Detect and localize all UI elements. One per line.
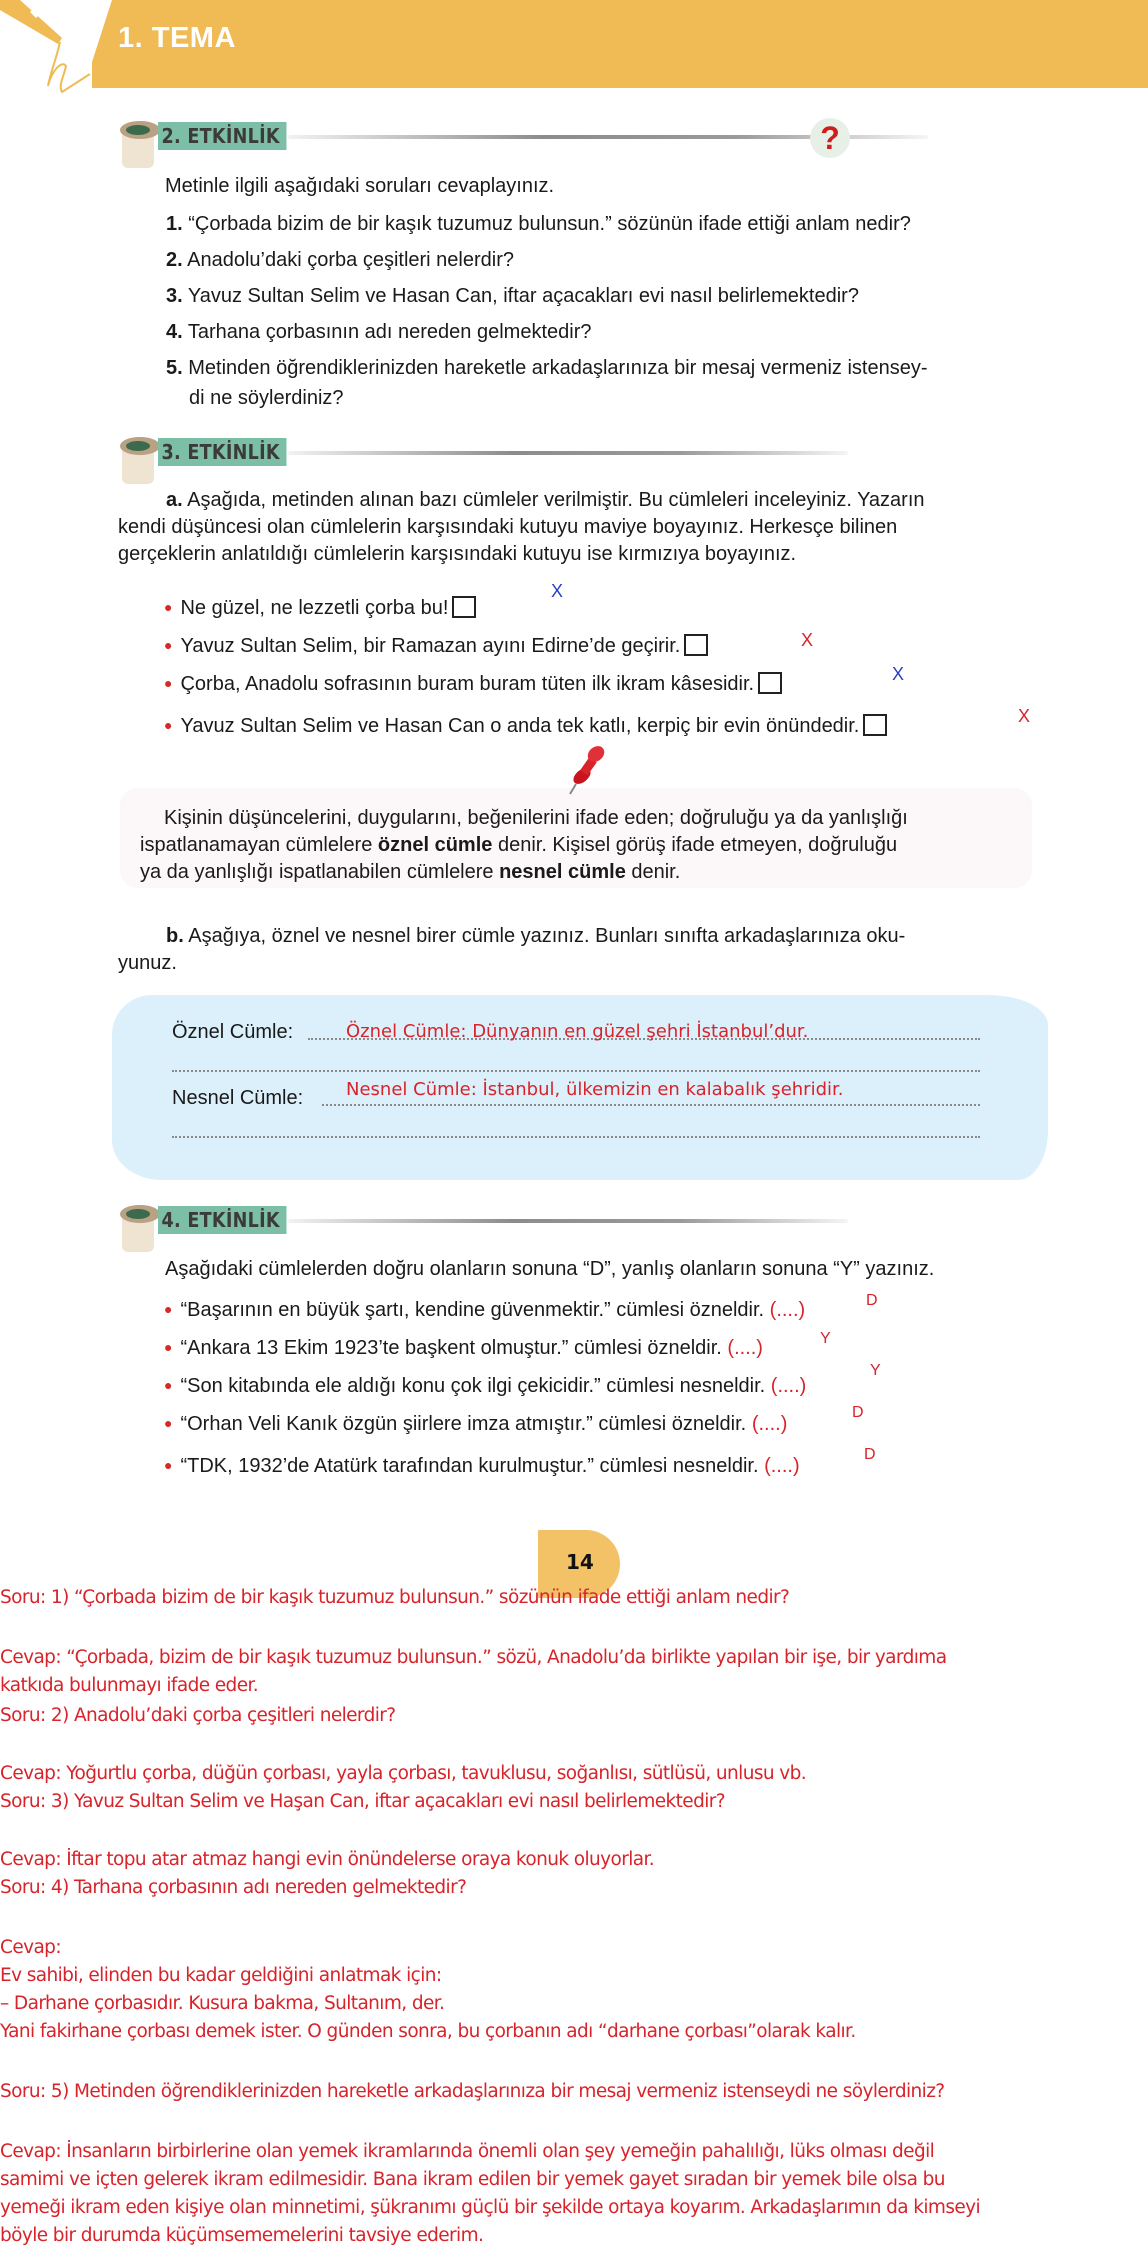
question-5 <box>166 356 928 380</box>
answer-letter: Y <box>820 1330 831 1347</box>
subjective-label: Öznel Cümle: <box>172 1021 294 1043</box>
question-text: Metinden öğrendiklerinizden hareketle arkadaşlarınıza bir mesaj vermeniz istensey- <box>188 357 928 379</box>
part-a-text: Aşağıda, metinden alınan bazı cümleler verilmiştir. Bu cümleleri inceleyiniz. Yazarın <box>182 489 925 511</box>
bullet: ● <box>164 1377 173 1393</box>
color-checkbox[interactable] <box>863 714 887 736</box>
item-text: “Orhan Veli Kanık özgün şiirlere imza atmıştır.” cümlesi özneldir. <box>180 1413 747 1435</box>
question-number: 3. <box>166 285 183 307</box>
answer-a5-line-4: böyle bir durumda küçümsememelerini tavsiye ederim. <box>0 2225 484 2246</box>
question-mark-icon: ? <box>810 118 850 158</box>
answer-mark: X <box>551 581 564 601</box>
answer-letter: Y <box>870 1362 881 1379</box>
section-divider <box>288 1219 848 1223</box>
sentence-text: Yavuz Sultan Selim ve Hasan Can o anda tek katlı, kerpiç bir evin önündedir. <box>180 715 860 737</box>
bullet: ● <box>164 1301 173 1317</box>
bullet: ● <box>164 1457 173 1473</box>
question-text: “Çorbada bizim de bir kaşık tuzumuz bulunsun.” sözünün ifade ettiği anlam nedir? <box>188 213 911 235</box>
term-objective: nesnel cümle <box>499 861 626 883</box>
part-a-line-3: gerçeklerin anlatıldığı cümlelerin karşısındaki kutuyu ise kırmızıya boyayınız. <box>118 543 797 565</box>
question-number: 5. <box>166 357 183 379</box>
answer-blank[interactable]: (....) <box>727 1337 763 1359</box>
item-text: “TDK, 1932’de Atatürk tarafından kurulmuştur.” cümlesi nesneldir. <box>180 1455 759 1477</box>
answer-blank[interactable]: (....) <box>769 1299 806 1321</box>
answer-letter: D <box>852 1404 864 1421</box>
answer-line[interactable] <box>172 1070 980 1072</box>
item-text: “Son kitabında ele aldığı konu çok ilgi çekicidir.” cümlesi nesneldir. <box>180 1375 766 1397</box>
sentence-text: Ne güzel, ne lezzetli çorba bu! <box>180 597 449 619</box>
theme-title: 1. TEMA <box>118 22 236 54</box>
answer-a2: Cevap: Yoğurtlu çorba, düğün çorbası, yayla çorbası, tavuklusu, soğanlısı, sütlüsü, unlusu vb. <box>0 1763 807 1784</box>
answer-a3: Cevap: İftar topu atar atmaz hangi evin önündelerse oraya konuk oluyorlar. <box>0 1849 655 1870</box>
answer-a5-line-3: yemeği ikram eden kişiye olan minnetimi, şükranımı güçlü bir şekilde ortaya koyarım. Arkadaşlarımın da kimseyi <box>0 2197 981 2218</box>
answer-q5: Soru: 5) Metinden öğrendiklerinizden hareketle arkadaşlarınıza bir mesaj vermeniz istenseydi ne söylerdiniz? <box>0 2081 945 2102</box>
bullet: ● <box>164 675 173 691</box>
part-a-line-2: kendi düşüncesi olan cümlelerin karşısındaki kutuyu maviye boyayınız. Herkesçe bilinen <box>118 516 898 538</box>
true-false-item-4 <box>164 1412 787 1437</box>
color-checkbox[interactable] <box>758 672 782 694</box>
sentence-3 <box>164 672 782 697</box>
bullet: ● <box>164 717 173 733</box>
question-number: 2. <box>166 249 183 271</box>
answer-q3: Soru: 3) Yavuz Sultan Selim ve Haşan Can, iftar açacakları evi nasıl belirlemektedir? <box>0 1791 725 1812</box>
question-text: Anadolu’daki çorba çeşitleri nelerdir? <box>182 249 514 271</box>
true-false-item-2 <box>164 1336 763 1361</box>
sentence-text: Çorba, Anadolu sofrasının buram buram tüten ilk ikram kâsesidir. <box>180 673 755 695</box>
question-3 <box>166 284 859 308</box>
color-checkbox[interactable] <box>452 596 476 618</box>
bullet: ● <box>164 1339 173 1355</box>
sentence-1 <box>164 596 476 621</box>
scroll-icon <box>118 1202 162 1254</box>
answer-blank[interactable]: (....) <box>751 1413 788 1435</box>
bullet: ● <box>164 599 173 615</box>
section-divider <box>288 451 848 455</box>
theme-banner <box>0 0 1148 88</box>
answer-a1-line-2: katkıda bulunmayı ifade eder. <box>0 1675 259 1696</box>
answer-q4: Soru: 4) Tarhana çorbasının adı nereden gelmektedir? <box>0 1877 467 1898</box>
part-b-label: b. <box>166 925 184 947</box>
answer-q2: Soru: 2) Anadolu’daki çorba çeşitleri nelerdir? <box>0 1705 396 1726</box>
fountain-pen-icon <box>0 0 100 100</box>
answer-a4-label: Cevap: <box>0 1937 61 1958</box>
scroll-icon <box>118 434 162 486</box>
answer-a4-line-1: Ev sahibi, elinden bu kadar geldiğini anlatmak için: <box>0 1965 442 1986</box>
sentence-4 <box>164 714 887 739</box>
answer-a4-line-3: Yani fakirhane çorbası demek ister. O günden sonra, bu çorbanın adı “darhane çorbası”olarak kalır. <box>0 2021 856 2042</box>
question-5-continuation: di ne söylerdiniz? <box>189 387 344 409</box>
answer-a5-line-1: Cevap: İnsanların birbirlerine olan yemek ikramlarında önemli olan şey yemeğin pahalılığı, lüks olması değil <box>0 2141 935 2162</box>
bullet: ● <box>164 637 173 653</box>
answer-letter: D <box>866 1292 878 1309</box>
item-text: “Ankara 13 Ekim 1923’te başkent olmuştur.” cümlesi özneldir. <box>180 1337 722 1359</box>
activity-3-header <box>118 434 878 474</box>
part-b-text: Aşağıya, öznel ve nesnel birer cümle yazınız. Bunları sınıfta arkadaşlarınıza oku- <box>183 925 906 947</box>
answer-blank[interactable]: (....) <box>770 1375 807 1397</box>
part-b-line-1 <box>118 924 1038 948</box>
page-number: 14 <box>566 1550 594 1574</box>
part-b-line-2: yunuz. <box>118 952 177 974</box>
part-a-label: a. <box>166 489 183 511</box>
activity-2-header <box>118 118 878 158</box>
question-number: 1. <box>166 213 183 235</box>
true-false-item-1 <box>164 1298 805 1323</box>
answer-line[interactable] <box>322 1104 980 1106</box>
question-1 <box>166 212 911 236</box>
question-text: Yavuz Sultan Selim ve Hasan Can, iftar açacakları evi nasıl belirlemektedir? <box>187 285 859 307</box>
definition-line-1: Kişinin düşüncelerini, duygularını, beğenilerini ifade eden; doğruluğu ya da yanlışlığı <box>164 807 908 829</box>
activity-2-tag: 2. ETKİNLİK <box>158 122 287 150</box>
color-checkbox[interactable] <box>684 634 708 656</box>
definition-text: denir. <box>625 861 681 883</box>
answer-q1: Soru: 1) “Çorbada bizim de bir kaşık tuzumuz bulunsun.” sözünün ifade ettiği anlam nedir? <box>0 1587 790 1608</box>
definition-text: ispatlanamayan cümlelere <box>140 834 378 856</box>
activity-2-instruction: Metinle ilgili aşağıdaki soruları cevaplayınız. <box>165 175 555 197</box>
pushpin-icon <box>560 742 610 800</box>
scroll-icon <box>118 118 162 170</box>
activity-4-header <box>118 1202 878 1242</box>
part-a-line-1 <box>118 488 1038 512</box>
definition-line-3 <box>140 860 680 884</box>
subjective-answer[interactable]: Öznel Cümle: Dünyanın en güzel şehri İstanbul’dur. <box>346 1021 809 1042</box>
answer-a1-line-1: Cevap: “Çorbada, bizim de bir kaşık tuzumuz bulunsun.” sözü, Anadolu’da birlikte yapılan bir işe, bir yardıma <box>0 1647 947 1668</box>
answer-mark: X <box>801 630 814 650</box>
definition-line-2 <box>140 833 897 857</box>
bullet: ● <box>164 1415 173 1431</box>
objective-label: Nesnel Cümle: <box>172 1087 304 1109</box>
activity-4-tag: 4. ETKİNLİK <box>158 1206 287 1234</box>
answer-letter: D <box>864 1446 876 1463</box>
question-text: Tarhana çorbasının adı nereden gelmektedir? <box>187 321 592 343</box>
sentence-text: Yavuz Sultan Selim, bir Ramazan ayını Edirne’de geçirir. <box>180 635 681 657</box>
answer-blank[interactable]: (....) <box>764 1455 800 1477</box>
question-4 <box>166 320 591 344</box>
true-false-item-3 <box>164 1374 806 1399</box>
question-2 <box>166 248 514 272</box>
term-subjective: öznel cümle <box>377 834 493 856</box>
definition-text: denir. Kişisel görüş ifade etmeyen, doğruluğu <box>492 834 898 856</box>
activity-3-tag: 3. ETKİNLİK <box>158 438 287 466</box>
answer-a4-line-2: – Darhane çorbasıdır. Kusura bakma, Sultanım, der. <box>0 1993 445 2014</box>
answer-mark: X <box>1018 706 1031 726</box>
answer-a5-line-2: samimi ve içten gelerek ikram edilmesidir. Bana ikram edilen bir yemek gayet sıradan bir yemek bile olsa bu <box>0 2169 945 2190</box>
objective-answer[interactable]: Nesnel Cümle: İstanbul, ülkemizin en kalabalık şehridir. <box>346 1079 844 1100</box>
answer-mark: X <box>892 664 905 684</box>
activity-4-instruction: Aşağıdaki cümlelerden doğru olanların sonuna “D”, yanlış olanların sonuna “Y” yazınız. <box>165 1258 935 1280</box>
banner-background <box>92 0 1148 88</box>
sentence-2 <box>164 634 708 659</box>
true-false-item-5 <box>164 1454 800 1479</box>
definition-text: ya da yanlışlığı ispatlanabilen cümlelere <box>140 861 500 883</box>
item-text: “Başarının en büyük şartı, kendine güvenmektir.” cümlesi özneldir. <box>180 1299 765 1321</box>
question-number: 4. <box>166 321 183 343</box>
answer-line[interactable] <box>172 1136 980 1138</box>
